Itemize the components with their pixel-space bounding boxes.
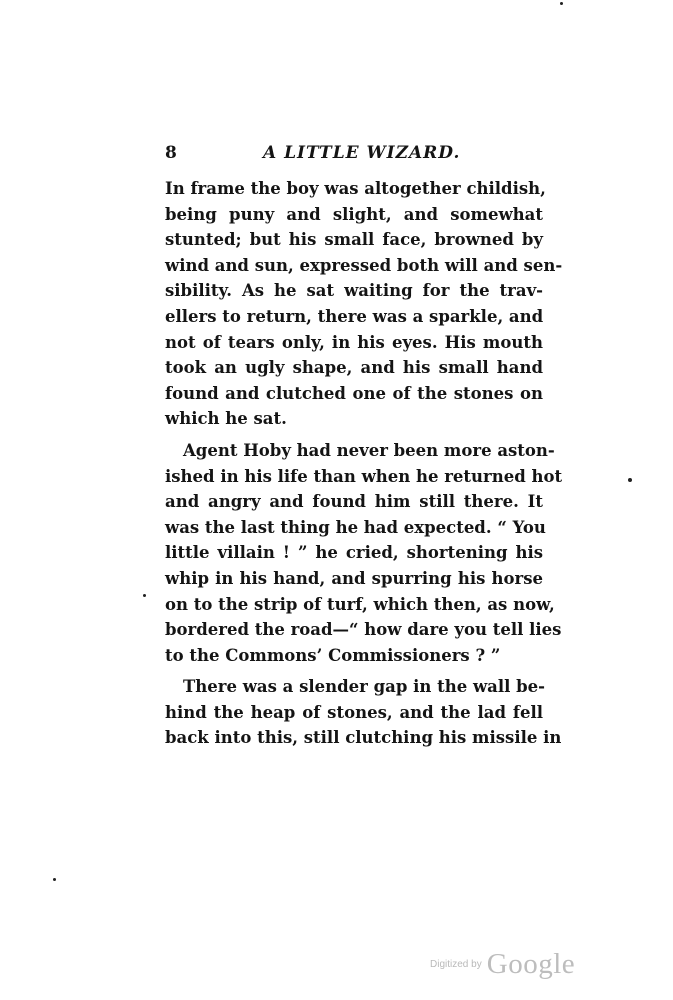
- text-line: being puny and slight, and somewhat: [165, 204, 543, 224]
- text-line: In frame the boy was altogether childish,: [165, 179, 546, 198]
- text-line: found and clutched one of the stones on: [165, 383, 543, 403]
- paragraph-3: [165, 674, 562, 751]
- text-line: bordered the road—“ how dare you tell lies: [165, 620, 562, 640]
- paragraph-1: [165, 176, 563, 432]
- text-line: to the Commons’ Commissioners ? ”: [165, 645, 501, 665]
- text-line: wind and sun, expressed both will and sen-: [165, 255, 563, 275]
- text-line: and angry and found him still there. It: [165, 492, 543, 512]
- text-line: There was a slender gap in the wall be-: [183, 677, 546, 697]
- google-logo-text: Google: [486, 948, 576, 980]
- text-line: not of tears only, in his eyes. His mouth: [165, 332, 543, 352]
- print-speck: [53, 878, 56, 881]
- page-header: [165, 143, 545, 171]
- body-text: [165, 176, 563, 751]
- text-line: sibility. As he sat waiting for the trav-: [165, 281, 543, 301]
- text-line: back into this, still clutching his missile in: [165, 728, 562, 748]
- print-speck: [143, 594, 146, 597]
- running-head: A LITTLE WIZARD.: [263, 143, 461, 163]
- text-line: little villain ! ” he cried, shortening his: [165, 543, 543, 563]
- text-line: ished in his life than when he returned hot: [165, 466, 563, 486]
- page-number: 8: [165, 143, 177, 163]
- text-line: ellers to return, there was a sparkle, and: [165, 306, 544, 326]
- text-line: took an ugly shape, and his small hand: [165, 358, 543, 378]
- text-line: whip in his hand, and spurring his horse: [165, 568, 543, 588]
- text-line: on to the strip of turf, which then, as now,: [165, 594, 555, 614]
- text-line: stunted; but his small face, browned by: [165, 230, 543, 250]
- print-speck: [628, 478, 632, 482]
- text-line: Agent Hoby had never been more aston-: [183, 440, 555, 460]
- google-watermark: [430, 948, 575, 988]
- text-line: was the last thing he had expected. “ You: [165, 517, 546, 537]
- text-line: hind the heap of stones, and the lad fell: [165, 702, 543, 722]
- digitized-by-label: Digitized by: [430, 959, 482, 970]
- paragraph-2: [165, 438, 563, 668]
- text-line: which he sat.: [165, 409, 287, 429]
- print-speck: [560, 2, 563, 5]
